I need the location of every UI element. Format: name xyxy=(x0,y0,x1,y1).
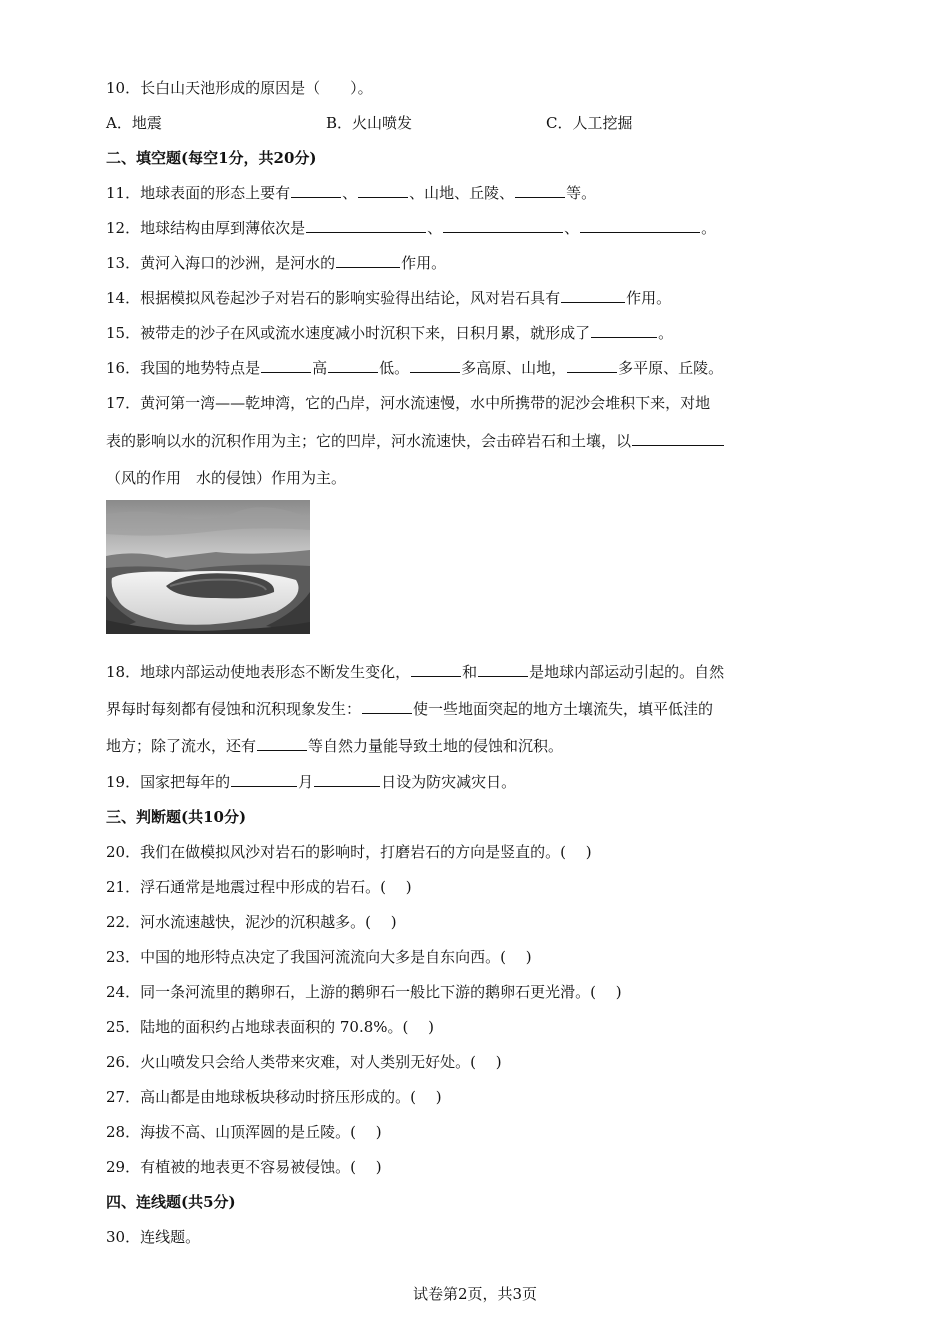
q19-text-2: 月 xyxy=(298,773,314,791)
answer-blank[interactable] xyxy=(314,771,380,787)
q18-text-6: 地方；除了流水，还有 xyxy=(106,737,257,755)
question-24: 24．同一条河流里的鹅卵石，上游的鹅卵石一般比下游的鹅卵石更光滑。( ) xyxy=(106,983,622,1001)
question-10-stem: 10．长白山天池形成的原因是（ ）。 xyxy=(106,79,373,97)
q18-text-2: 和 xyxy=(462,663,478,681)
answer-blank[interactable] xyxy=(443,217,563,233)
answer-blank[interactable] xyxy=(291,182,341,198)
question-26: 26．火山喷发只会给人类带来灾难，对人类别无好处。( ) xyxy=(106,1053,502,1071)
question-22: 22．河水流速越快，泥沙的沉积越多。( ) xyxy=(106,913,397,931)
q11-text-4: 等。 xyxy=(566,184,597,202)
page-footer: 试卷第2页，共3页 xyxy=(412,1285,538,1303)
answer-blank[interactable] xyxy=(591,322,657,338)
answer-blank[interactable] xyxy=(358,182,408,198)
answer-blank[interactable] xyxy=(306,217,426,233)
q18-text-1: 18．地球内部运动使地表形态不断发生变化， xyxy=(106,663,411,681)
answer-blank[interactable] xyxy=(362,698,412,714)
q18-text-3: 是地球内部运动引起的。自然 xyxy=(529,663,725,681)
question-30: 30．连线题。 xyxy=(106,1228,201,1246)
answer-blank[interactable] xyxy=(410,357,460,373)
q13-text-2: 作用。 xyxy=(401,254,447,272)
q16-text-5: 多平原、丘陵。 xyxy=(618,359,724,377)
section-2-heading: 二、填空题(每空1分，共20分) xyxy=(106,149,317,167)
question-12 xyxy=(106,217,716,239)
answer-blank[interactable] xyxy=(478,661,528,677)
question-17-line-2 xyxy=(106,430,725,452)
q18-text-4: 界每时每刻都有侵蚀和沉积现象发生： xyxy=(106,700,362,718)
question-10 xyxy=(106,77,373,99)
question-11 xyxy=(106,182,596,204)
option-b: B．火山喷发 xyxy=(326,114,413,132)
question-27: 27．高山都是由地球板块移动时挤压形成的。( ) xyxy=(106,1088,442,1106)
q12-text-2: 、 xyxy=(427,219,443,237)
option-c: C．人工挖掘 xyxy=(546,114,633,132)
question-23: 23．中国的地形特点决定了我国河流流向大多是自东向西。( ) xyxy=(106,948,532,966)
question-16 xyxy=(106,357,723,379)
q11-text-3: 、山地、丘陵、 xyxy=(409,184,515,202)
question-20: 20．我们在做模拟风沙对岩石的影响时，打磨岩石的方向是竖直的。( ) xyxy=(106,843,592,861)
question-18-line-3 xyxy=(106,735,563,757)
question-29: 29．有植被的地表更不容易被侵蚀。( ) xyxy=(106,1158,382,1176)
answer-blank[interactable] xyxy=(567,357,617,373)
question-19 xyxy=(106,771,516,793)
q14-text-2: 作用。 xyxy=(626,289,672,307)
question-28: 28．海拔不高、山顶浑圆的是丘陵。( ) xyxy=(106,1123,382,1141)
question-17-line-1: 17．黄河第一湾——乾坤湾，它的凸岸，河水流速慢，水中所携带的泥沙会堆积下来，对地 xyxy=(106,394,711,412)
question-13 xyxy=(106,252,446,274)
question-21: 21．浮石通常是地震过程中形成的岩石。( ) xyxy=(106,878,412,896)
q16-text-4: 多高原、山地， xyxy=(461,359,567,377)
question-15 xyxy=(106,322,673,344)
q11-text-1: 11．地球表面的形态上要有 xyxy=(106,184,291,202)
question-25: 25．陆地的面积约占地球表面积的 70.8%。( ) xyxy=(106,1018,434,1036)
section-4-heading: 四、连线题(共5分) xyxy=(106,1193,236,1211)
answer-blank[interactable] xyxy=(411,661,461,677)
yellow-river-bend-image xyxy=(106,500,310,634)
answer-blank[interactable] xyxy=(336,252,400,268)
answer-blank[interactable] xyxy=(632,430,724,446)
answer-blank[interactable] xyxy=(261,357,311,373)
q17-text-2: 表的影响以水的沉积作用为主；它的凹岸，河水流速快，会击碎岩石和土壤，以 xyxy=(106,432,632,450)
q16-text-3: 低。 xyxy=(379,359,410,377)
q18-text-5: 使一些地面突起的地方土壤流失，填平低洼的 xyxy=(413,700,714,718)
q16-text-1: 16．我国的地势特点是 xyxy=(106,359,261,377)
q14-text-1: 14．根据模拟风卷起沙子对岩石的影响实验得出结论，风对岩石具有 xyxy=(106,289,561,307)
q12-text-3: 、 xyxy=(564,219,580,237)
q18-text-7: 等自然力量能导致土地的侵蚀和沉积。 xyxy=(308,737,564,755)
q19-text-1: 19．国家把每年的 xyxy=(106,773,231,791)
question-17-line-3: （风的作用 水的侵蚀）作用为主。 xyxy=(106,469,347,487)
question-14 xyxy=(106,287,671,309)
answer-blank[interactable] xyxy=(580,217,700,233)
q15-text-1: 15．被带走的沙子在风或流水速度减小时沉积下来，日积月累，就形成了 xyxy=(106,324,591,342)
answer-blank[interactable] xyxy=(231,771,297,787)
section-3-heading: 三、判断题(共10分) xyxy=(106,808,247,826)
answer-blank[interactable] xyxy=(328,357,378,373)
q13-text-1: 13．黄河入海口的沙洲，是河水的 xyxy=(106,254,336,272)
q15-text-2: 。 xyxy=(658,324,674,342)
q19-text-3: 日设为防灾减灾日。 xyxy=(381,773,517,791)
question-18-line-1 xyxy=(106,661,724,683)
question-18-line-2 xyxy=(106,698,713,720)
q12-text-4: 。 xyxy=(701,219,717,237)
q11-text-2: 、 xyxy=(342,184,358,202)
answer-blank[interactable] xyxy=(561,287,625,303)
answer-blank[interactable] xyxy=(257,735,307,751)
answer-blank[interactable] xyxy=(515,182,565,198)
q12-text-1: 12．地球结构由厚到薄依次是 xyxy=(106,219,306,237)
q16-text-2: 高 xyxy=(312,359,328,377)
option-a: A．地震 xyxy=(106,114,162,132)
